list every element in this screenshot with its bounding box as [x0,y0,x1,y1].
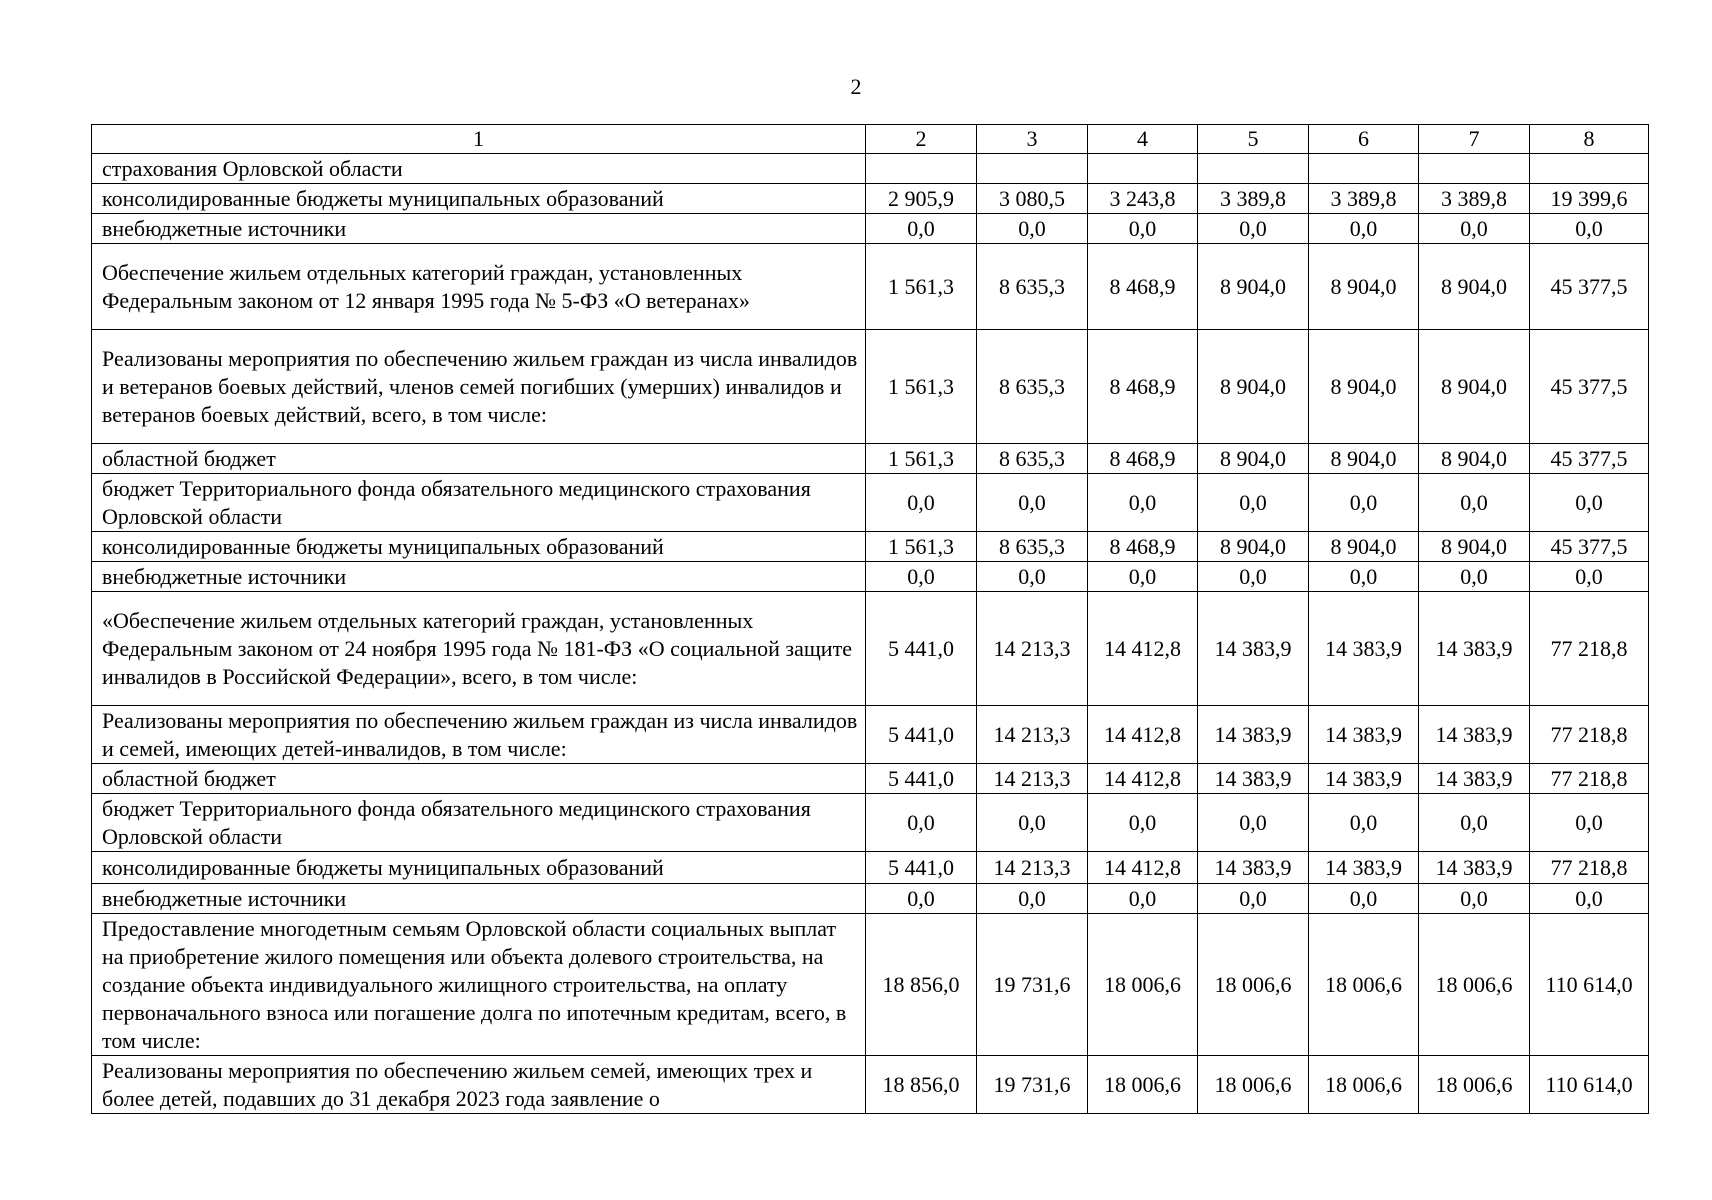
cell-value: 0,0 [1198,562,1309,592]
row-label: Реализованы мероприятия по обеспечению жильем семей, имеющих трех и более детей, подавших до 31 декабря 2023 года заявление о [92,1056,866,1114]
table-row [92,244,1649,330]
cell-value: 14 383,9 [1198,852,1309,884]
cell-value: 0,0 [866,884,977,914]
cell-value: 0,0 [866,214,977,244]
cell-value: 0,0 [1419,562,1530,592]
table-row [92,884,1649,914]
row-label: страхования Орловской области [92,154,866,184]
cell-value: 1 561,3 [866,532,977,562]
cell-value: 0,0 [1088,794,1198,852]
cell-value: 14 213,3 [977,592,1088,706]
cell-value: 14 213,3 [977,706,1088,764]
cell-value: 3 389,8 [1309,184,1419,214]
cell-value: 19 731,6 [977,914,1088,1056]
cell-value: 0,0 [866,474,977,532]
cell-value: 14 383,9 [1198,706,1309,764]
cell-value: 3 389,8 [1198,184,1309,214]
row-label: Обеспечение жильем отдельных категорий граждан, установленных Федеральным законом от 12 января 1995 года № 5-ФЗ «О ветеранах» [92,244,866,330]
cell-value: 14 383,9 [1419,764,1530,794]
cell-value: 14 412,8 [1088,764,1198,794]
cell-value: 14 383,9 [1419,592,1530,706]
table-row [92,214,1649,244]
cell-value: 8 904,0 [1309,244,1419,330]
cell-value: 77 218,8 [1530,764,1649,794]
cell-value: 0,0 [1198,794,1309,852]
cell-value: 8 904,0 [1309,532,1419,562]
table-row [92,474,1649,532]
row-label: Предоставление многодетным семьям Орловской области социальных выплат на приобретение жилого помещения или объекта долевого строительства, на создание объекта индивидуального жилищного строительства, на оплату первоначального взноса или погашение долга по ипотечным кредитам, всего, в том числе: [92,914,866,1056]
row-label: областной бюджет [92,764,866,794]
cell-value: 0,0 [1530,794,1649,852]
cell-value: 14 213,3 [977,764,1088,794]
cell-value: 0,0 [1530,214,1649,244]
cell-value: 8 468,9 [1088,532,1198,562]
cell-value: 14 412,8 [1088,706,1198,764]
table-row [92,532,1649,562]
cell-value: 0,0 [1309,794,1419,852]
cell-value: 45 377,5 [1530,532,1649,562]
table-row [92,592,1649,706]
cell-value: 0,0 [1088,474,1198,532]
table-row [92,706,1649,764]
cell-value: 14 383,9 [1309,592,1419,706]
cell-value: 2 905,9 [866,184,977,214]
table-row [92,1056,1649,1114]
cell-value: 8 468,9 [1088,244,1198,330]
cell-value: 8 904,0 [1419,244,1530,330]
cell-value: 8 904,0 [1198,532,1309,562]
cell-value: 45 377,5 [1530,244,1649,330]
cell-value: 0,0 [1309,884,1419,914]
cell-value: 45 377,5 [1530,444,1649,474]
table-row [92,764,1649,794]
cell-value: 0,0 [1309,214,1419,244]
cell-value: 1 561,3 [866,244,977,330]
cell-value: 8 904,0 [1198,330,1309,444]
cell-value: 19 399,6 [1530,184,1649,214]
cell-value: 0,0 [1309,474,1419,532]
cell-value: 8 904,0 [1419,330,1530,444]
cell-value: 8 635,3 [977,444,1088,474]
cell-value: 8 904,0 [1309,330,1419,444]
column-header: 7 [1419,125,1530,154]
cell-value: 0,0 [1419,214,1530,244]
cell-value: 77 218,8 [1530,592,1649,706]
column-header: 2 [866,125,977,154]
cell-value [1419,154,1530,184]
cell-value: 0,0 [1198,474,1309,532]
cell-value: 0,0 [1088,562,1198,592]
cell-value: 5 441,0 [866,764,977,794]
row-label: консолидированные бюджеты муниципальных образований [92,852,866,884]
column-header: 8 [1530,125,1649,154]
page-number: 2 [850,74,862,99]
table-row [92,562,1649,592]
cell-value: 0,0 [1419,794,1530,852]
cell-value: 14 383,9 [1309,852,1419,884]
cell-value: 0,0 [1530,562,1649,592]
row-label: Реализованы мероприятия по обеспечению жильем граждан из числа инвалидов и семей, имеющих детей-инвалидов, в том числе: [92,706,866,764]
cell-value: 18 006,6 [1419,1056,1530,1114]
cell-value: 18 856,0 [866,914,977,1056]
row-label: консолидированные бюджеты муниципальных образований [92,532,866,562]
cell-value: 0,0 [1530,474,1649,532]
cell-value: 18 006,6 [1198,914,1309,1056]
cell-value: 14 383,9 [1309,706,1419,764]
cell-value: 3 389,8 [1419,184,1530,214]
cell-value: 0,0 [1309,562,1419,592]
column-header: 3 [977,125,1088,154]
cell-value [977,154,1088,184]
cell-value: 18 856,0 [866,1056,977,1114]
cell-value: 0,0 [1530,884,1649,914]
cell-value: 19 731,6 [977,1056,1088,1114]
cell-value [1088,154,1198,184]
table-row [92,852,1649,884]
column-header: 6 [1309,125,1419,154]
cell-value: 8 635,3 [977,330,1088,444]
cell-value: 0,0 [977,884,1088,914]
cell-value: 0,0 [1088,884,1198,914]
table-header-row [92,125,1649,154]
cell-value: 14 383,9 [1198,764,1309,794]
cell-value: 14 213,3 [977,852,1088,884]
cell-value: 18 006,6 [1088,1056,1198,1114]
cell-value: 14 383,9 [1309,764,1419,794]
column-header: 1 [92,125,866,154]
cell-value: 8 468,9 [1088,444,1198,474]
cell-value: 77 218,8 [1530,852,1649,884]
cell-value: 0,0 [977,214,1088,244]
row-label: внебюджетные источники [92,214,866,244]
cell-value: 0,0 [866,794,977,852]
table-row [92,184,1649,214]
cell-value: 14 383,9 [1419,706,1530,764]
cell-value: 14 412,8 [1088,852,1198,884]
cell-value: 18 006,6 [1088,914,1198,1056]
cell-value: 8 904,0 [1419,444,1530,474]
cell-value: 14 383,9 [1198,592,1309,706]
cell-value: 3 243,8 [1088,184,1198,214]
table-row [92,330,1649,444]
table-row [92,914,1649,1056]
cell-value [1198,154,1309,184]
cell-value [1309,154,1419,184]
table-row [92,154,1649,184]
row-label: областной бюджет [92,444,866,474]
cell-value: 0,0 [1419,884,1530,914]
budget-table [91,124,1649,1114]
cell-value: 0,0 [977,794,1088,852]
cell-value: 5 441,0 [866,706,977,764]
row-label: бюджет Территориального фонда обязательного медицинского страхования Орловской области [92,474,866,532]
row-label: Реализованы мероприятия по обеспечению жильем граждан из числа инвалидов и ветеранов боевых действий, членов семей погибших (умерших) инвалидов и ветеранов боевых действий, всего, в том числе: [92,330,866,444]
column-header: 4 [1088,125,1198,154]
cell-value: 110 614,0 [1530,914,1649,1056]
cell-value: 8 904,0 [1198,444,1309,474]
cell-value: 5 441,0 [866,592,977,706]
cell-value: 5 441,0 [866,852,977,884]
cell-value [1530,154,1649,184]
cell-value [866,154,977,184]
row-label: внебюджетные источники [92,884,866,914]
cell-value: 18 006,6 [1309,914,1419,1056]
cell-value: 14 383,9 [1419,852,1530,884]
cell-value: 0,0 [1088,214,1198,244]
cell-value: 8 904,0 [1419,532,1530,562]
cell-value: 0,0 [977,562,1088,592]
row-label: внебюджетные источники [92,562,866,592]
cell-value: 8 904,0 [1309,444,1419,474]
cell-value: 8 468,9 [1088,330,1198,444]
cell-value: 18 006,6 [1419,914,1530,1056]
cell-value: 18 006,6 [1198,1056,1309,1114]
cell-value: 77 218,8 [1530,706,1649,764]
cell-value: 1 561,3 [866,444,977,474]
cell-value: 0,0 [1198,214,1309,244]
row-label: бюджет Территориального фонда обязательного медицинского страхования Орловской области [92,794,866,852]
cell-value: 0,0 [977,474,1088,532]
cell-value: 0,0 [1419,474,1530,532]
cell-value: 0,0 [1198,884,1309,914]
cell-value: 1 561,3 [866,330,977,444]
cell-value: 0,0 [866,562,977,592]
cell-value: 14 412,8 [1088,592,1198,706]
row-label: консолидированные бюджеты муниципальных образований [92,184,866,214]
table-row [92,444,1649,474]
cell-value: 18 006,6 [1309,1056,1419,1114]
cell-value: 8 904,0 [1198,244,1309,330]
cell-value: 8 635,3 [977,532,1088,562]
column-header: 5 [1198,125,1309,154]
table-row [92,794,1649,852]
row-label: «Обеспечение жильем отдельных категорий граждан, установленных Федеральным законом от 24 ноября 1995 года № 181-ФЗ «О социальной защите инвалидов в Российской Федерации», всего, в том числе: [92,592,866,706]
cell-value: 110 614,0 [1530,1056,1649,1114]
cell-value: 3 080,5 [977,184,1088,214]
cell-value: 45 377,5 [1530,330,1649,444]
cell-value: 8 635,3 [977,244,1088,330]
